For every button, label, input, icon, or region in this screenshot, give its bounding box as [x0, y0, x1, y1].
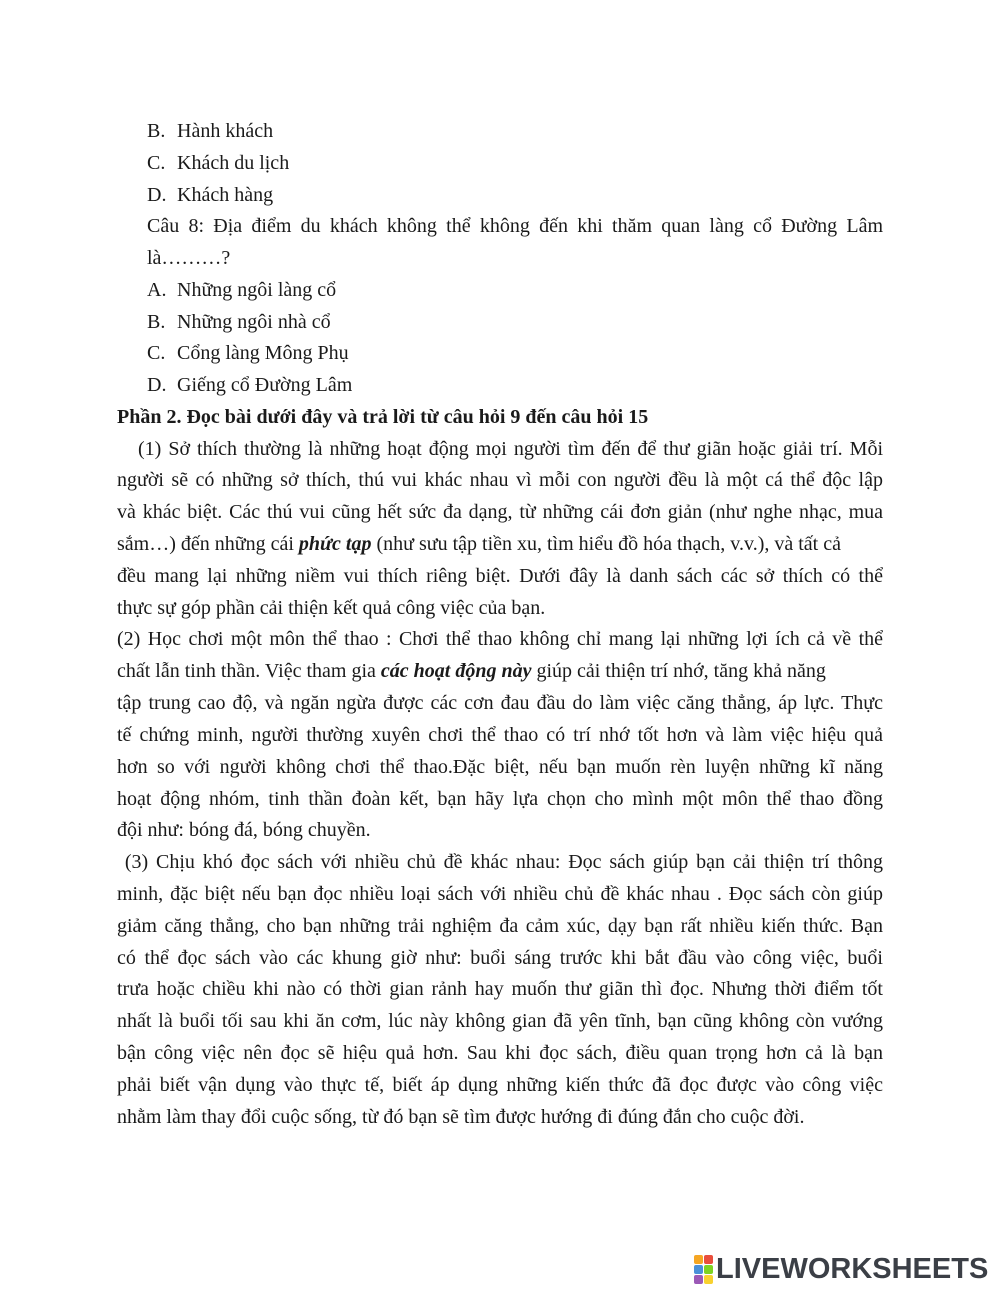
option-letter: A.	[147, 279, 167, 301]
p1-line: và khác biệt. Các thú vui cũng hết sức đa dạng, từ những cái đơn giản (như nghe nhạc, mua	[117, 501, 883, 523]
logo-text: LIVEWORKSHEETS	[716, 1252, 989, 1285]
logo-block	[704, 1265, 713, 1274]
option-letter: D.	[147, 184, 167, 206]
option-letter: C.	[147, 342, 166, 364]
text-segment: giúp cải thiện trí nhớ, tăng khả năng	[531, 660, 826, 682]
emphasis-cac-hoat-dong-nay: các hoạt động này	[380, 660, 532, 682]
q8-option-a	[147, 278, 336, 302]
logo-block	[694, 1255, 703, 1264]
option-text: Hành khách	[177, 120, 274, 142]
q8-option-c	[147, 341, 349, 365]
logo-block	[694, 1265, 703, 1274]
p2-line	[117, 659, 826, 683]
option-letter: C.	[147, 152, 166, 174]
q7-option-c	[147, 151, 289, 175]
p1-line	[117, 532, 883, 556]
option-letter: D.	[147, 374, 167, 396]
option-letter: B.	[147, 311, 166, 333]
liveworksheets-logo[interactable]	[694, 1252, 988, 1286]
p1-line: đều mang lại những niềm vui thích riêng biệt. Dưới đây là danh sách các sở thích có thể	[117, 565, 883, 587]
p2-line: đội như: bóng đá, bóng chuyền.	[117, 819, 371, 841]
p2-line: (2) Học chơi một môn thể thao : Chơi thể thao không chỉ mang lại những lợi ích cả về thể	[117, 628, 883, 650]
option-text: Cổng làng Mông Phụ	[177, 342, 349, 364]
q8-question-line2: là………?	[147, 247, 231, 269]
p3-line: (3) Chịu khó đọc sách với nhiều chủ đề khác nhau: Đọc sách giúp bạn cải thiện trí thông	[117, 851, 884, 873]
option-text: Khách hàng	[177, 184, 274, 206]
logo-block	[704, 1275, 713, 1284]
p3-line: trưa hoặc chiều khi nào có thời gian rảnh hay muốn thư giãn thì đọc. Nhưng thời điểm tốt	[117, 978, 883, 1000]
p3-line: bận công việc nên đọc sẽ hiệu quả hơn. Sau khi đọc sách, điều quan trọng hơn cả là bạn	[117, 1042, 883, 1064]
p3-line: phải biết vận dụng vào thực tế, biết áp dụng những kiến thức đã đọc được vào công việc	[117, 1074, 883, 1096]
logo-block	[694, 1275, 703, 1284]
text-segment: chất lẫn tinh thần. Việc tham gia	[117, 660, 381, 682]
option-text: Khách du lịch	[177, 152, 290, 174]
logo-block	[704, 1255, 713, 1264]
text-segment: sắm…) đến những cái	[117, 533, 299, 555]
p1-line: người sẽ có những sở thích, thú vui khác nhau vì mỗi con người đều là một cá thể độc lập	[117, 469, 883, 491]
p3-line: có thể đọc sách vào các khung giờ như: buổi sáng trước khi bắt đầu vào công việc, buổi	[117, 947, 883, 969]
p3-line: nhất là buổi tối sau khi ăn cơm, lúc này không gian đã yên tĩnh, bạn cũng không còn vướng	[117, 1010, 883, 1032]
p2-line: hơn so với người không chơi thể thao.Đặc biệt, nếu bạn muốn rèn luyện những kĩ năng	[117, 756, 883, 778]
liveworksheets-logo-icon	[694, 1255, 713, 1284]
option-letter: B.	[147, 120, 166, 142]
p1-line: thực sự góp phần cải thiện kết quả công việc của bạn.	[117, 597, 546, 619]
q8-option-b	[147, 310, 331, 334]
q7-option-d	[147, 183, 273, 207]
p1-line: (1) Sở thích thường là những hoạt động mọi người tìm đến để thư giãn hoặc giải trí. Mỗi	[117, 438, 883, 460]
text-segment: (như sưu tập tiền xu, tìm hiểu đồ hóa thạch, v.v.), và tất cả	[371, 533, 841, 555]
p2-line: tế chứng minh, người thường xuyên chơi thể thao có trí nhớ tốt hơn và làm việc hiệu quả	[117, 724, 883, 746]
p2-line: tập trung cao độ, và ngăn ngừa được các cơn đau đầu do làm việc căng thẳng, áp lực. Thực	[117, 692, 883, 714]
p3-line: giảm căng thẳng, cho bạn những trải nghiệm đa cảm xúc, dạy bạn rất nhiều kiến thức. Bạn	[117, 915, 883, 937]
q7-option-b	[147, 119, 273, 143]
option-text: Những ngôi nhà cổ	[177, 311, 331, 333]
option-text: Những ngôi làng cổ	[177, 279, 337, 301]
emphasis-phuc-tap: phức tạp	[298, 533, 372, 555]
q8-question-line1: Câu 8: Địa điểm du khách không thể không đến khi thăm quan làng cổ Đường Lâm	[147, 215, 883, 237]
p3-line: nhằm làm thay đổi cuộc sống, từ đó bạn sẽ tìm được hướng đi đúng đắn cho cuộc đời.	[117, 1106, 805, 1128]
q8-option-d	[147, 373, 352, 397]
p2-line: hoạt động nhóm, tinh thần đoàn kết, bạn hãy lựa chọn cho mình một môn thể thao đồng	[117, 788, 883, 810]
p3-line: minh, đặc biệt nếu bạn đọc nhiều loại sách với nhiều chủ đề khác nhau . Đọc sách còn giúp	[117, 883, 883, 905]
part2-heading: Phần 2. Đọc bài dưới đây và trả lời từ câu hỏi 9 đến câu hỏi 15	[117, 406, 649, 428]
option-text: Giếng cổ Đường Lâm	[177, 374, 353, 396]
